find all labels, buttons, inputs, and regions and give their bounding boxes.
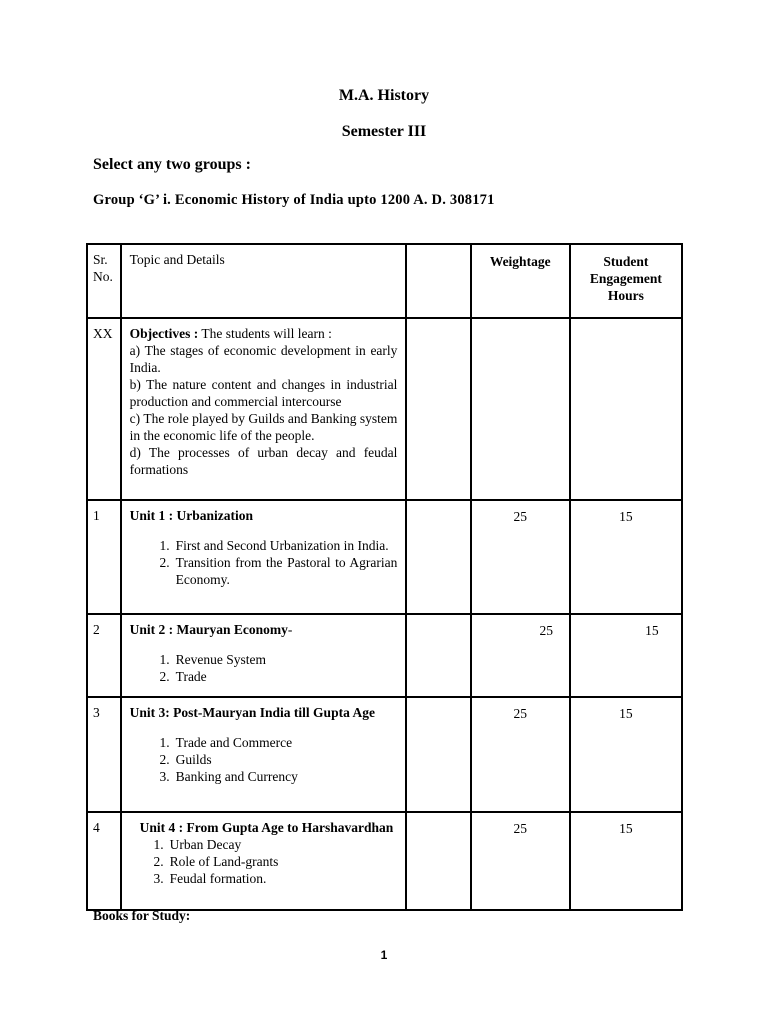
- weightage-value: 25: [471, 697, 570, 812]
- list-item: 1. Trade and Commerce: [159, 735, 293, 750]
- objective-line: c) The role played by Guilds and Banking system in the economic life of the people.: [129, 411, 398, 443]
- blank-cell: [406, 500, 470, 614]
- unit-cell: [121, 500, 407, 614]
- table-row: [87, 500, 682, 614]
- unit-topic-list: [140, 836, 398, 887]
- unit-title: Unit 3: Post-Mauryan India till Gupta Age: [129, 705, 375, 720]
- table-row: [87, 812, 682, 910]
- hours-value: 15: [570, 697, 682, 812]
- objectives-row: [87, 318, 682, 500]
- list-item: 2. Guilds: [159, 752, 212, 767]
- list-item: 2. Trade: [159, 669, 207, 684]
- table-row: [87, 697, 682, 812]
- header-weightage: Weightage: [471, 244, 570, 318]
- semester-heading: Semester III: [341, 123, 427, 140]
- objectives-cell: [121, 318, 407, 500]
- blank-cell: [406, 812, 470, 910]
- list-item: 2. Transition from the Pastoral to Agrarian Economy.: [159, 555, 398, 587]
- unit-title: Unit 1 : Urbanization: [129, 508, 254, 523]
- unit-cell: [121, 812, 407, 910]
- books-heading: Books for Study:: [93, 908, 191, 923]
- objective-line: a) The stages of economic development in early India.: [129, 343, 398, 375]
- syllabus-table: [86, 243, 683, 911]
- objectives-sr: XX: [87, 318, 121, 500]
- group-heading: Group ‘G’ i. Economic History of India upto 1200 A. D. 308171: [93, 192, 495, 208]
- unit-topic-list: [130, 651, 398, 685]
- hours-value: 15: [570, 812, 682, 910]
- hours-value: 15: [570, 500, 682, 614]
- unit-cell: [121, 697, 407, 812]
- unit-title: Unit 4 : From Gupta Age to Harshavardhan: [139, 820, 394, 835]
- list-item: 1. First and Second Urbanization in India.: [159, 538, 389, 553]
- weightage-value: 25: [471, 500, 570, 614]
- header-engagement-hours: Student Engagement Hours: [570, 244, 682, 318]
- hours-value: 15: [570, 614, 682, 697]
- header-sr-no: Sr. No.: [87, 244, 121, 318]
- table-row: [87, 614, 682, 697]
- weightage-value: 25: [471, 614, 570, 697]
- hours-cell: [570, 318, 682, 500]
- table-header-row: [87, 244, 682, 318]
- list-item: 2. Role of Land-grants: [153, 854, 279, 869]
- unit-sr: 4: [87, 812, 121, 910]
- list-item: 1. Urban Decay: [153, 837, 242, 852]
- unit-topic-list: [130, 537, 398, 588]
- unit-sr: 1: [87, 500, 121, 614]
- objectives-label: Objectives :: [129, 326, 199, 341]
- page-number: 1: [380, 948, 388, 962]
- objective-line: b) The nature content and changes in industrial production and commercial intercourse: [129, 377, 398, 409]
- unit-cell: Unit 2 : Mauryan Economy- 1. Revenue System 2. Trade: [121, 614, 407, 697]
- objective-line: d) The processes of urban decay and feudal formations: [129, 445, 398, 477]
- blank-cell: [406, 614, 470, 697]
- objectives-intro: The students will learn :: [201, 326, 332, 341]
- unit-sr: 3: [87, 697, 121, 812]
- header-topic: Topic and Details: [121, 244, 407, 318]
- unit-topic-list: [130, 734, 398, 785]
- list-item: 1. Revenue System: [159, 652, 267, 667]
- list-item: 3. Feudal formation.: [153, 871, 267, 886]
- document-title: M.A. History: [338, 87, 430, 104]
- blank-cell: [406, 697, 470, 812]
- unit-title: Unit 2 : Mauryan Economy: [129, 622, 288, 637]
- weightage-cell: [471, 318, 570, 500]
- instruction-text: Select any two groups :: [93, 156, 251, 173]
- blank-cell: [406, 318, 470, 500]
- header-blank: [406, 244, 470, 318]
- weightage-value: 25: [471, 812, 570, 910]
- list-item: 3. Banking and Currency: [159, 769, 298, 784]
- unit-sr: 2: [87, 614, 121, 697]
